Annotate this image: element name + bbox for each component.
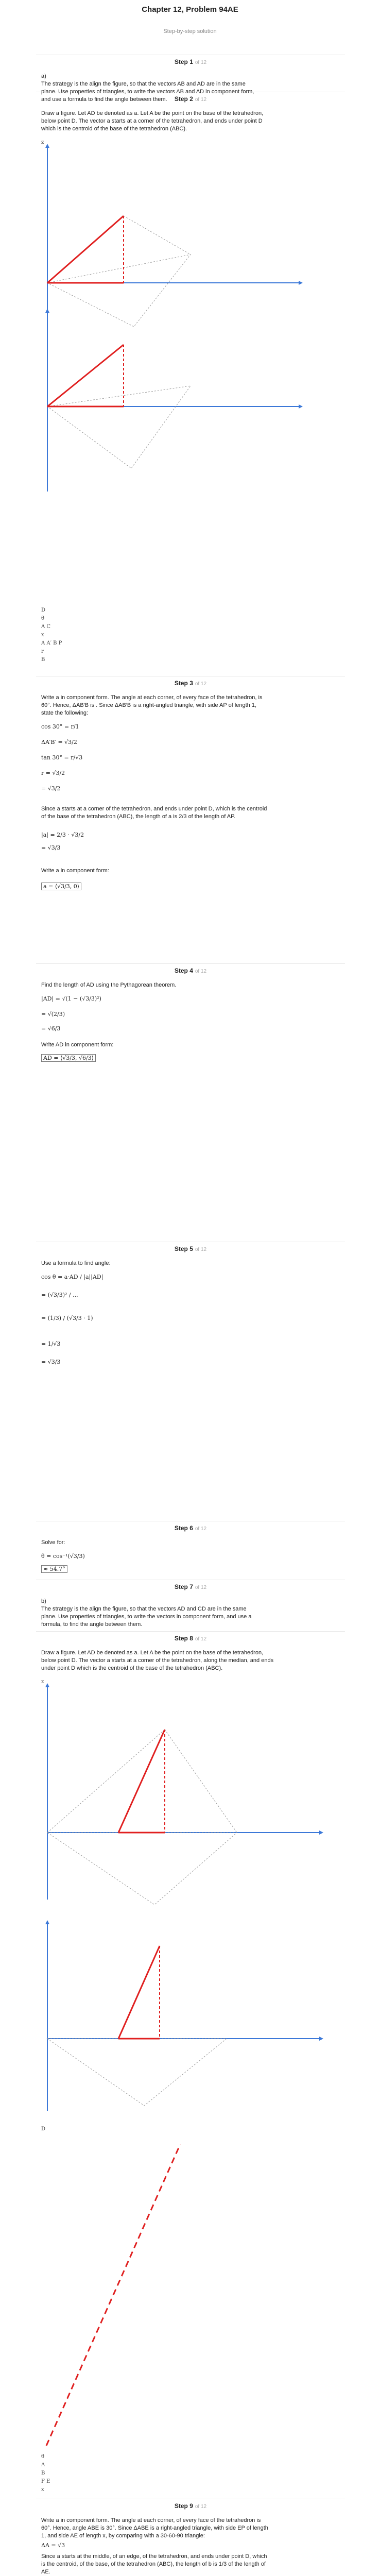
- step-text: a) The strategy is the align the figure, so that the vectors AB and AD are in the same plane. Use properties of triangles, to write the vectors AB and AD in component form, and use a formula to find the angle between them.: [41, 73, 254, 103]
- figure-note: B: [41, 2470, 45, 2476]
- step-4: [36, 963, 345, 1082]
- math-line: = 1/√3: [41, 1341, 61, 1347]
- step-text: Use a formula to find angle:: [41, 1260, 111, 1266]
- y-axis-arrow: [299, 281, 303, 285]
- base-triangle: [47, 386, 191, 468]
- axis-label-z: z: [41, 140, 44, 145]
- vector-ed: [118, 1730, 165, 1833]
- z-axis-arrow: [45, 1920, 49, 1924]
- step-text: Write AD in component form:: [41, 1042, 114, 1048]
- z-axis-arrow: [45, 144, 49, 148]
- base-triangle: [47, 1833, 237, 1905]
- math-line: tan 30° = r/√3: [41, 754, 83, 761]
- figure-note: A C: [41, 624, 51, 630]
- step-text: Solve for:: [41, 1539, 65, 1546]
- edge: [47, 1730, 165, 1833]
- tetrahedron-figure-1: [41, 144, 309, 329]
- figure-note: x: [41, 2487, 44, 2493]
- step-header: Step 8 of 12: [174, 1635, 207, 1642]
- z-axis-arrow: [45, 309, 49, 313]
- step-header: Step 1 of 12: [174, 58, 207, 65]
- math-line: cos θ = a·AD / |a||AD|: [41, 1274, 103, 1280]
- figure-note: A: [41, 2462, 45, 2468]
- math-line: |a| = 2/3 · √3/2: [41, 832, 84, 838]
- math-line: = √(2/3): [41, 1011, 65, 1018]
- vector-ed: [118, 1946, 160, 2039]
- step-text: b) The strategy is the align the figure, so that the vectors AD and CD are in the same plane. Use properties of triangles, to write the vectors in component form, and use a formula, to find the angle between them.: [41, 1598, 252, 1628]
- figure-note: D: [41, 607, 46, 613]
- axis-label-z: z: [41, 1679, 44, 1685]
- projection-figure: [41, 2142, 330, 2451]
- step-9: [36, 2499, 345, 2576]
- math-line: = √3/3: [41, 1359, 61, 1365]
- figure-note: θ: [41, 616, 45, 621]
- math-line: = √3/2: [41, 785, 61, 792]
- step-header: Step 3 of 12: [174, 680, 207, 687]
- step-2: [36, 92, 345, 674]
- math-line: = √6/3: [41, 1025, 61, 1032]
- math-line: = (1/3) / (√3/3 · 1): [41, 1315, 93, 1321]
- step-text: Write a in component form. The angle at each corner, of every face of the tetrahedron is 60°. Hence, angle ABE is 30°. Since ΔABE is a right-angled triangle, with side EP of length 1, and side AE of length x, by comparing with a 30-60-90 triangle:: [41, 2517, 268, 2539]
- math-line: = √3/3: [41, 844, 61, 851]
- step-header: Step 5 of 12: [174, 1245, 207, 1252]
- math-line: θ = cos⁻¹(√3/3): [41, 1553, 85, 1560]
- page-header: [0, 0, 380, 35]
- step-text: Since a starts at a corner of the tetrahedron, and ends under point D, which is the centroid of the base of the tetrahedron (ABC), the length of a is 2/3 of the length of AP.: [41, 806, 267, 820]
- math-line: r = √3/2: [41, 770, 65, 776]
- tetrahedron-figure-4: [41, 1920, 330, 2116]
- y-axis-arrow: [299, 404, 303, 409]
- math-line: = (√3/3)² / ...: [41, 1292, 78, 1298]
- step-header: Step 9 of 12: [174, 2502, 207, 2510]
- dashed-vector: [46, 2144, 180, 2446]
- step-header: Step 6 of 12: [174, 1524, 207, 1532]
- step-3: [36, 676, 345, 942]
- figure-note: D: [41, 2126, 46, 2132]
- step-header: Step 2 of 12: [174, 95, 207, 103]
- y-axis-arrow: [319, 1831, 323, 1835]
- tetrahedron-figure-2: [41, 309, 309, 494]
- component-result: AD = ⟨√3/3, √6/3⟩: [41, 1054, 96, 1062]
- vector-ad: [47, 216, 124, 283]
- tetrahedron-figure-3: [41, 1683, 330, 1910]
- step-text: Since a starts at the middle, of an edge, of the tetrahedron, and ends under point D, which is the centroid, of the base, of the tetrahedron (ABC), the length of b is 1/3 of the length of AE.: [41, 2553, 267, 2575]
- edge: [165, 1730, 237, 1833]
- step-8: [36, 1631, 345, 2497]
- page-subtitle: Step-by-step solution: [163, 28, 217, 35]
- figure-note: θ: [41, 2454, 45, 2460]
- math-line: ΔA = √3: [41, 2542, 65, 2549]
- base-triangle: [47, 2039, 227, 2106]
- step-6: [36, 1521, 345, 1578]
- page-title: Chapter 12, Problem 94AE: [142, 5, 238, 14]
- z-axis-arrow: [45, 1683, 49, 1687]
- math-line: ΔA′B′ = √3/2: [41, 739, 77, 745]
- figure-note: F E: [41, 2479, 50, 2484]
- step-text: Write a in component form:: [41, 868, 109, 874]
- component-result: a = ⟨√3/3, 0⟩: [41, 883, 81, 890]
- step-text: Write a in component form. The angle at each corner, of every face of the tetrahedron, is 60°. Hence, ΔAB′B is . Since ΔAB′B is a right-angled triangle, with side AP of length 1, state the following:: [41, 694, 263, 716]
- y-axis-arrow: [319, 2037, 323, 2041]
- math-line: |AD| = √(1 − (√3/3)²): [41, 995, 101, 1002]
- step-text: Draw a figure. Let AD be denoted as a. Let A be the point on the base of the tetrahedron, below point D. The vector a starts at a corner of the tetrahedron, along the median, and ends under point D which is the centroid of the base of the tetrahedron (ABC).: [41, 1650, 274, 1671]
- step-header: Step 7 of 12: [174, 1583, 207, 1590]
- figure-note: x: [41, 632, 44, 638]
- step-7: [36, 1580, 345, 1626]
- figure-note: r: [41, 649, 44, 654]
- math-line: cos 30° = r/1: [41, 723, 79, 730]
- step-text: Draw a figure. Let AD be denoted as a. Let A be the point on the base of the tetrahedron, below point D. The vector a starts at a corner of the tetrahedron, and ends under point D which is the centroid of the base of the tetrahedron (ABC).: [41, 110, 264, 132]
- figure-note: A A′ B P: [41, 640, 62, 646]
- edge: [124, 216, 191, 255]
- component-result: ≈ 54.7°: [41, 1565, 67, 1573]
- step-text: Find the length of AD using the Pythagorean theorem.: [41, 982, 177, 988]
- figure-note: B: [41, 657, 45, 663]
- step-header: Step 4 of 12: [174, 967, 207, 974]
- step-5: [36, 1242, 345, 1392]
